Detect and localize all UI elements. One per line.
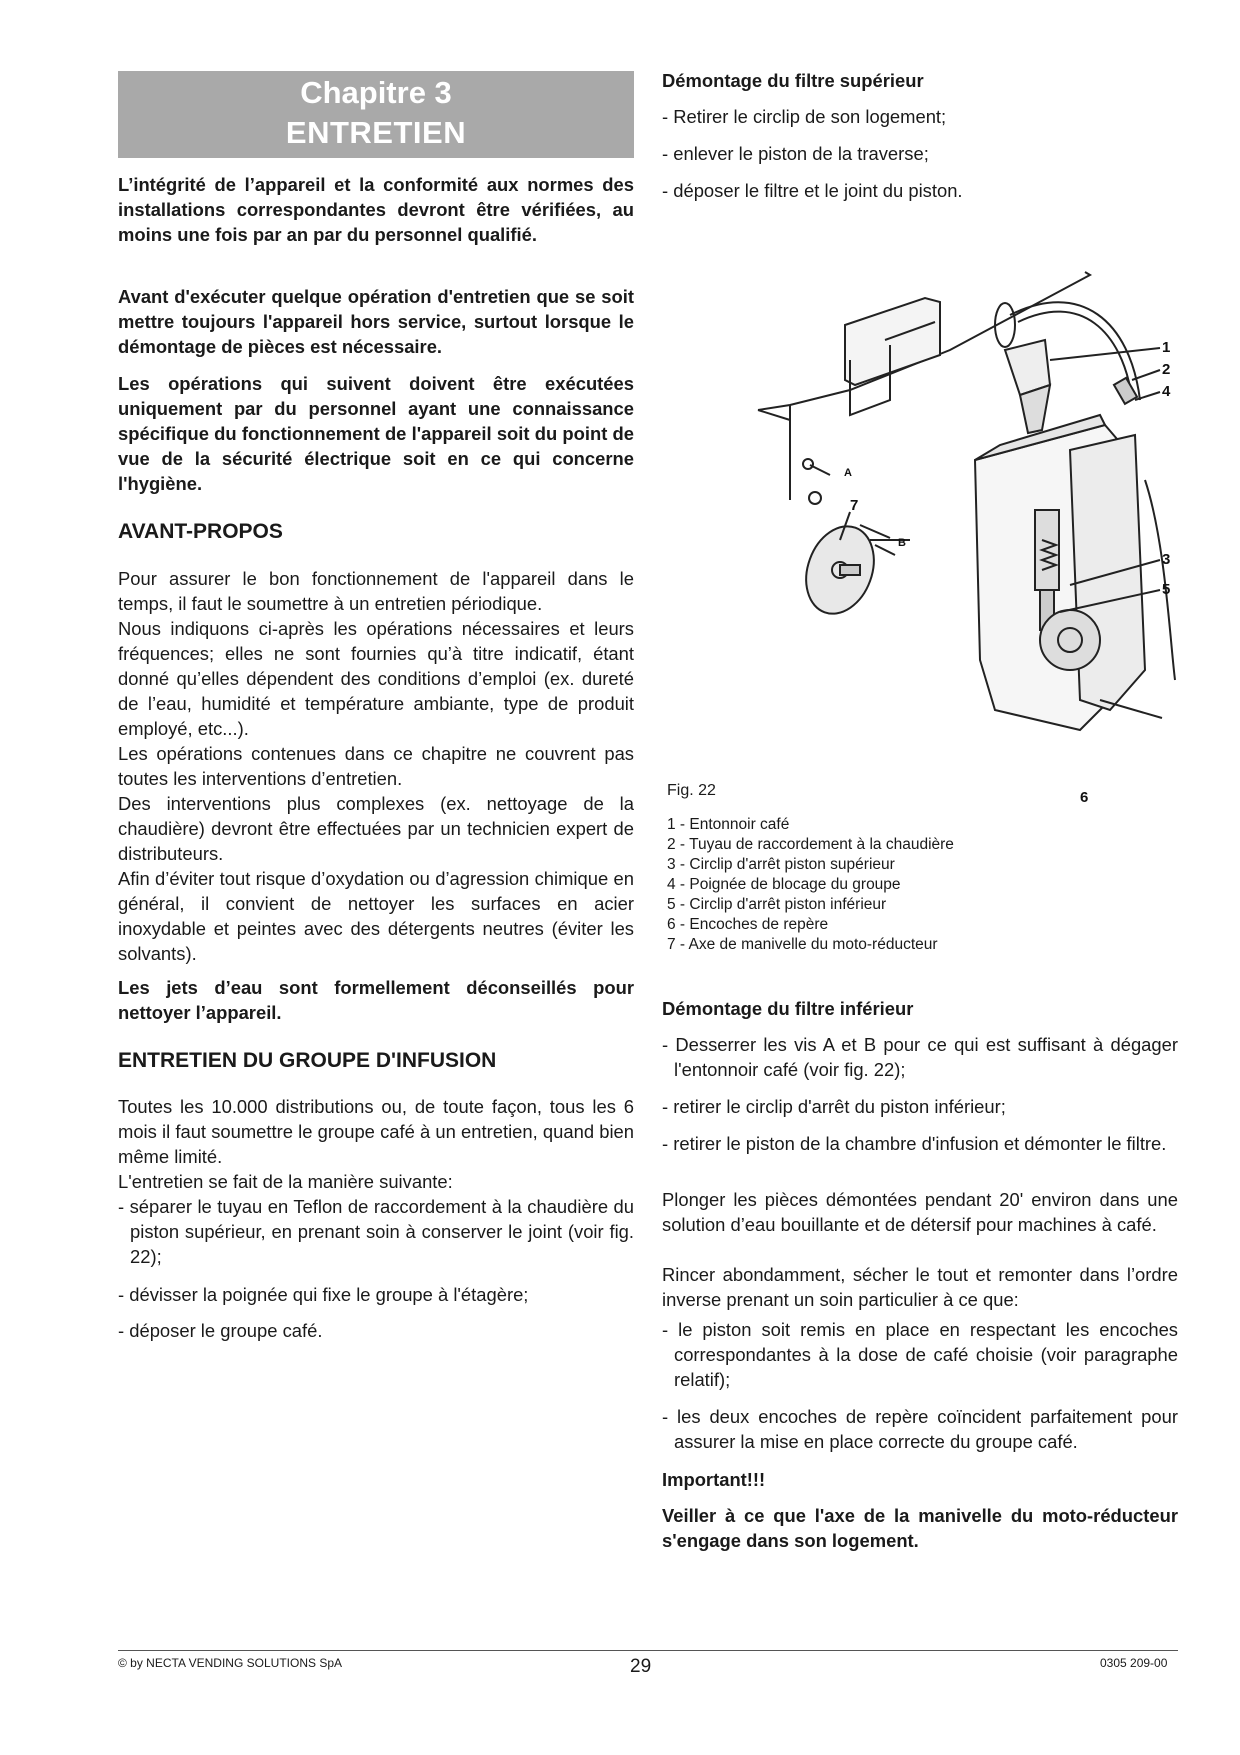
- filtre-inf-step-5: - les deux encoches de repère coïncident parfaitement pour assurer la mise en place correcte du groupe café.: [662, 1406, 1178, 1452]
- groupe-step-2: - dévisser la poignée qui fixe le groupe à l'étagère;: [118, 1284, 529, 1305]
- callout-label-1: 1: [1162, 339, 1171, 356]
- filtre-sup-step-2: - enlever le piston de la traverse;: [662, 143, 929, 164]
- figure-caption: Fig. 22: [667, 782, 716, 799]
- footer-copyright: © by NECTA VENDING SOLUTIONS SpA: [118, 1656, 343, 1670]
- callout-label-b: B: [898, 537, 906, 549]
- intro-paragraph-3: Les opérations qui suivent doivent être exécutées uniquement par du personnel ayant une connaissance spécifique du fonctionnement de l'appareil soit du point de vue de la sécurité électrique soit en ce qui concerne l'hygiène.: [118, 373, 634, 494]
- groupe-step-3: - déposer le groupe café.: [118, 1320, 323, 1341]
- coffee-group-exploded-diagram: [750, 240, 1190, 810]
- legend-item: 6 - Encoches de repère: [667, 916, 829, 933]
- groupe-paragraph-1: Toutes les 10.000 distributions ou, de toute façon, tous les 6 mois il faut soumettre le groupe café à un entretien, quand bien même limité.: [118, 1096, 634, 1167]
- avant-propos-paragraph-2: Nous indiquons ci-après les opérations nécessaires et leurs fréquences; elles ne sont fournies qu’à titre indicatif, étant donné qu’elles dépendent des conditions d’emploi (ex. dureté de l’eau, humidité et température ambiante, type de produit employé, etc...).: [118, 618, 634, 739]
- groupe-step-1: - séparer le tuyau en Teflon de raccordement à la chaudière du piston supérieur, en prenant soin à conserver le joint (voir fig. 22);: [118, 1196, 634, 1267]
- avant-propos-paragraph-6: Les jets d’eau sont formellement déconseillés pour nettoyer l’appareil.: [118, 977, 634, 1023]
- legend-item: 5 - Circlip d'arrêt piston inférieur: [667, 896, 887, 913]
- callout-label-3: 3: [1162, 551, 1171, 568]
- filtre-sup-step-1: - Retirer le circlip de son logement;: [662, 106, 947, 127]
- avant-propos-paragraph-1: Pour assurer le bon fonctionnement de l'appareil dans le temps, il faut le soumettre à un entretien périodique.: [118, 568, 634, 614]
- filtre-sup-step-3: - déposer le filtre et le joint du piston.: [662, 180, 963, 201]
- warning-paragraph: Veiller à ce que l'axe de la manivelle du moto-réducteur s'engage dans son logement.: [662, 1505, 1178, 1551]
- callout-label-a: A: [844, 467, 852, 479]
- section-heading-groupe-infusion: ENTRETIEN DU GROUPE D'INFUSION: [118, 1049, 497, 1072]
- filtre-inf-step-4: - le piston soit remis en place en respectant les encoches correspondantes à la dose de café choisie (voir paragraphe relatif);: [662, 1319, 1178, 1390]
- intro-paragraph-2: Avant d'exécuter quelque opération d'entretien que se soit mettre toujours l'appareil hors service, surtout lorsque le démontage de pièces est nécessaire.: [118, 286, 634, 357]
- heading-filtre-superieur: Démontage du filtre supérieur: [662, 70, 924, 91]
- legend-item: 4 - Poignée de blocage du groupe: [667, 876, 901, 893]
- intro-paragraph-1: L’intégrité de l’appareil et la conformité aux normes des installations correspondantes devront être vérifiées, au moins une fois par an par du personnel qualifié.: [118, 174, 634, 245]
- filtre-inf-step-1: - Desserrer les vis A et B pour ce qui est suffisant à dégager l'entonnoir café (voir fig. 22);: [662, 1034, 1178, 1080]
- avant-propos-paragraph-3: Les opérations contenues dans ce chapitre ne couvrent pas toutes les interventions d’entretien.: [118, 743, 634, 789]
- legend-item: 3 - Circlip d'arrêt piston supérieur: [667, 856, 895, 873]
- callout-label-4: 4: [1162, 383, 1171, 400]
- filtre-inf-step-3: - retirer le piston de la chambre d'infusion et démonter le filtre.: [662, 1133, 1167, 1154]
- groupe-paragraph-2: L'entretien se fait de la manière suivante:: [118, 1171, 453, 1192]
- legend-item: 2 - Tuyau de raccordement à la chaudière: [667, 836, 954, 853]
- figure-legend: [667, 815, 954, 955]
- legend-item: 7 - Axe de manivelle du moto-réducteur: [667, 936, 938, 953]
- important-label: Important!!!: [662, 1469, 766, 1490]
- filtre-inf-step-2: - retirer le circlip d'arrêt du piston inférieur;: [662, 1096, 1006, 1117]
- legend-item: 1 - Entonnoir café: [667, 816, 790, 833]
- filtre-inf-paragraph-1: Plonger les pièces démontées pendant 20' environ dans une solution d’eau bouillante et de détersif pour machines à café.: [662, 1189, 1178, 1235]
- callout-label-6: 6: [1080, 789, 1089, 806]
- filtre-inf-paragraph-2: Rincer abondamment, sécher le tout et remonter dans l’ordre inverse prenant un soin particulier à ce que:: [662, 1264, 1178, 1310]
- chapter-header: [118, 71, 634, 158]
- heading-filtre-inferieur: Démontage du filtre inférieur: [662, 998, 914, 1019]
- callout-label-2: 2: [1162, 361, 1171, 378]
- page-number: 29: [630, 1656, 652, 1677]
- avant-propos-paragraph-5: Afin d’éviter tout risque d’oxydation ou d’agression chimique en général, il convient de nettoyer les surfaces en acier inoxydable et peintes avec des détergents neutres (éviter les solvants).: [118, 868, 634, 964]
- callout-label-7: 7: [850, 497, 859, 514]
- section-heading-avant-propos: AVANT-PROPOS: [118, 520, 283, 543]
- chapter-number: Chapitre 3: [300, 75, 452, 110]
- avant-propos-paragraph-4: Des interventions plus complexes (ex. nettoyage de la chaudière) devront être effectuées par un technicien expert de distributeurs.: [118, 793, 634, 864]
- chapter-title: ENTRETIEN: [285, 115, 467, 150]
- document-code: 0305 209-00: [1100, 1656, 1168, 1670]
- footer-divider: [118, 1650, 1178, 1651]
- callout-label-5: 5: [1162, 581, 1171, 598]
